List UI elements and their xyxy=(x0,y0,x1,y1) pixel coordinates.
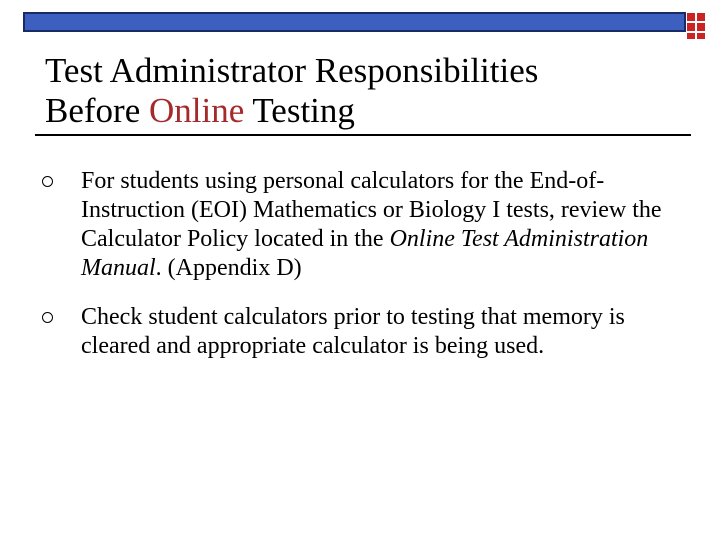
bullet-item xyxy=(40,167,680,283)
corner-square xyxy=(696,12,706,22)
corner-square xyxy=(696,22,706,32)
bullet-text-part: For students using personal calculators for the End-of-Instruction (EOI) Mathematics or Biology I tests, review the Calculator Policy located in the xyxy=(81,168,662,252)
header-bar xyxy=(23,12,686,32)
bullet-text-italic: Online Test Administration Manual xyxy=(81,226,649,281)
corner-squares-decoration xyxy=(686,12,706,40)
hollow-circle-bullet-icon xyxy=(42,312,53,323)
title-line-2-end: Testing xyxy=(244,91,355,130)
bullet-text-part: . (Appendix D) xyxy=(155,255,302,281)
title-underline xyxy=(35,134,691,136)
hollow-circle-bullet-icon xyxy=(42,176,53,187)
title-accent-word: Online xyxy=(148,91,245,130)
corner-square xyxy=(686,12,696,22)
bullet-list xyxy=(40,167,680,381)
corner-square xyxy=(686,32,696,40)
corner-square xyxy=(686,22,696,32)
bullet-item xyxy=(40,303,680,361)
title-line-2-start: Before xyxy=(45,91,149,130)
bullet-text xyxy=(81,304,625,359)
title-line-1: Test Administrator Responsibilities xyxy=(45,51,539,90)
bullet-text xyxy=(81,168,662,281)
slide-title xyxy=(45,51,685,131)
corner-square xyxy=(696,32,706,40)
bullet-text-part: Check student calculators prior to testing that memory is cleared and appropriate calculator is being used. xyxy=(81,304,625,359)
